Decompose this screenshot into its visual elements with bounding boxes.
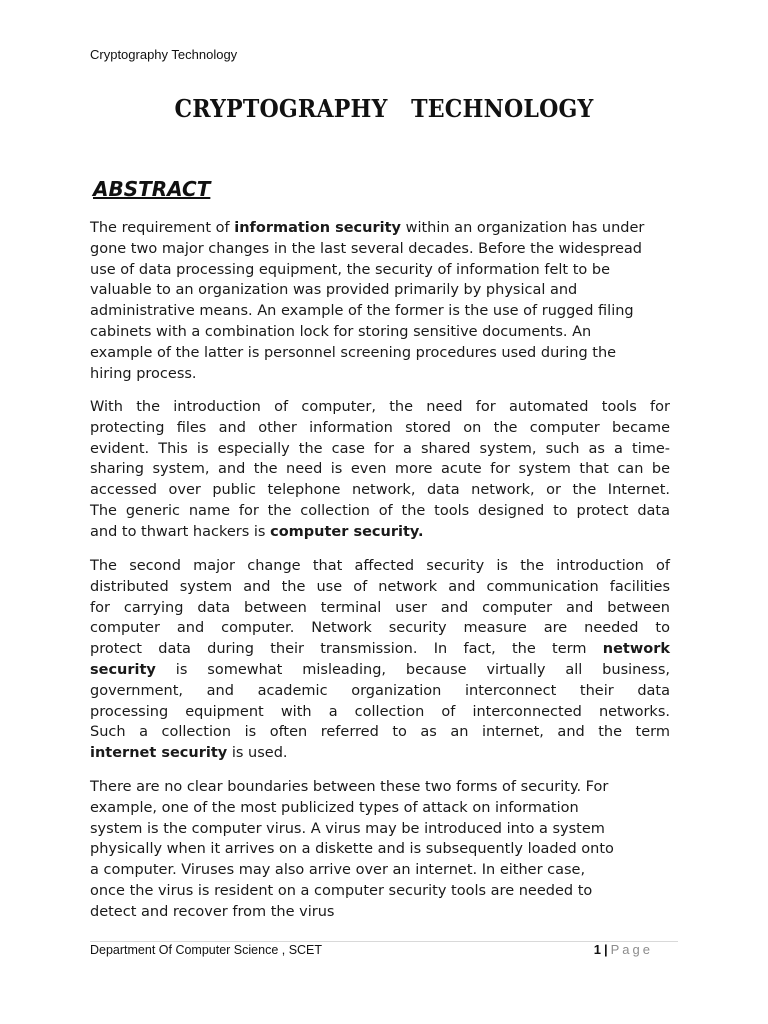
paragraph-line: computer and computer. Network security measure are needed to xyxy=(90,620,670,637)
paragraph-line: distributed system and the use of network and communication facilities xyxy=(90,578,670,595)
paragraph-line xyxy=(90,743,670,764)
paragraph-line xyxy=(90,218,670,239)
page-separator: | xyxy=(603,942,608,957)
paragraph-2 xyxy=(90,397,670,543)
paragraph-line: gone two major changes in the last several decades. Before the widespread xyxy=(90,240,643,257)
paragraph-line xyxy=(90,639,670,660)
paragraph-1 xyxy=(90,218,670,384)
paragraph-line: system is the computer virus. A virus may be introduced into a system xyxy=(90,820,605,837)
paragraph-line: Such a collection is often referred to as an internet, and the term xyxy=(90,724,670,741)
paragraph-line: There are no clear boundaries between these two forms of security. For xyxy=(90,779,609,795)
running-header: Cryptography Technology xyxy=(90,47,238,62)
bold-term-security: security xyxy=(90,661,156,678)
text-run: is used. xyxy=(227,745,288,762)
paragraph-line xyxy=(90,660,670,681)
paragraph-line: government, and academic organization interconnect their data xyxy=(90,682,670,699)
text-run: The requirement of xyxy=(90,220,235,236)
document-title: CRYPTOGRAPHY TECHNOLOGY xyxy=(174,94,594,123)
page-number: 1 xyxy=(593,942,601,957)
paragraph-line: evident. This is especially the case for a shared system, such as a time- xyxy=(90,440,670,457)
footer-department: Department Of Computer Science , SCET xyxy=(90,943,323,957)
paragraph-line: for carrying data between terminal user and computer and between xyxy=(90,599,670,616)
bold-term-computer-security: computer security. xyxy=(270,523,424,540)
paragraph-line: cabinets with a combination lock for storing sensitive documents. An xyxy=(90,323,592,340)
paragraph-line: detect and recover from the virus xyxy=(90,903,335,920)
paragraph-line: valuable to an organization was provided primarily by physical and xyxy=(90,282,578,299)
bold-term-network: network xyxy=(602,641,670,658)
paragraph-line xyxy=(90,522,670,543)
bold-term-internet-security: internet security xyxy=(90,745,228,762)
section-heading-abstract: ABSTRACT xyxy=(93,177,211,201)
paragraph-line: accessed over public telephone network, data network, or the Internet. xyxy=(90,482,670,499)
paragraph-3 xyxy=(90,556,670,764)
paragraph-line: administrative means. An example of the former is the use of rugged filing xyxy=(90,303,634,320)
paragraph-line: example, one of the most publicized types of attack on information xyxy=(90,799,579,816)
paragraph-line: once the virus is resident on a computer security tools are needed to xyxy=(90,882,593,899)
paragraph-line: use of data processing equipment, the security of information felt to be xyxy=(90,261,610,278)
paragraph-line: With the introduction of computer, the need for automated tools for xyxy=(90,399,670,415)
footer-divider xyxy=(90,941,678,942)
page-label: Page xyxy=(610,942,653,957)
paragraph-4 xyxy=(90,777,670,923)
bold-term-information-security: information security xyxy=(234,220,401,236)
paragraph-line: The second major change that affected security is the introduction of xyxy=(90,558,670,574)
paragraph-line: physically when it arrives on a diskette and is subsequently loaded onto xyxy=(90,841,614,858)
paragraph-line: a computer. Viruses may also arrive over an internet. In either case, xyxy=(90,862,586,879)
paragraph-line: protecting files and other information stored on the computer became xyxy=(90,419,670,436)
paragraph-line: example of the latter is personnel screening procedures used during the xyxy=(90,344,617,361)
paragraph-line: The generic name for the collection of the tools designed to protect data xyxy=(90,502,670,519)
footer-page-indicator xyxy=(594,942,653,957)
text-run: and to thwart hackers is xyxy=(90,523,271,540)
text-run: protect data during their transmission. In fact, the term xyxy=(90,641,603,658)
paragraph-line: sharing system, and the need is even more acute for system that can be xyxy=(90,461,670,478)
paragraph-line: processing equipment with a collection of interconnected networks. xyxy=(90,703,670,720)
text-run: is somewhat misleading, because virtually all business, xyxy=(155,661,670,678)
text-run: within an organization has under xyxy=(400,220,645,236)
paragraph-line: hiring process. xyxy=(90,365,197,382)
